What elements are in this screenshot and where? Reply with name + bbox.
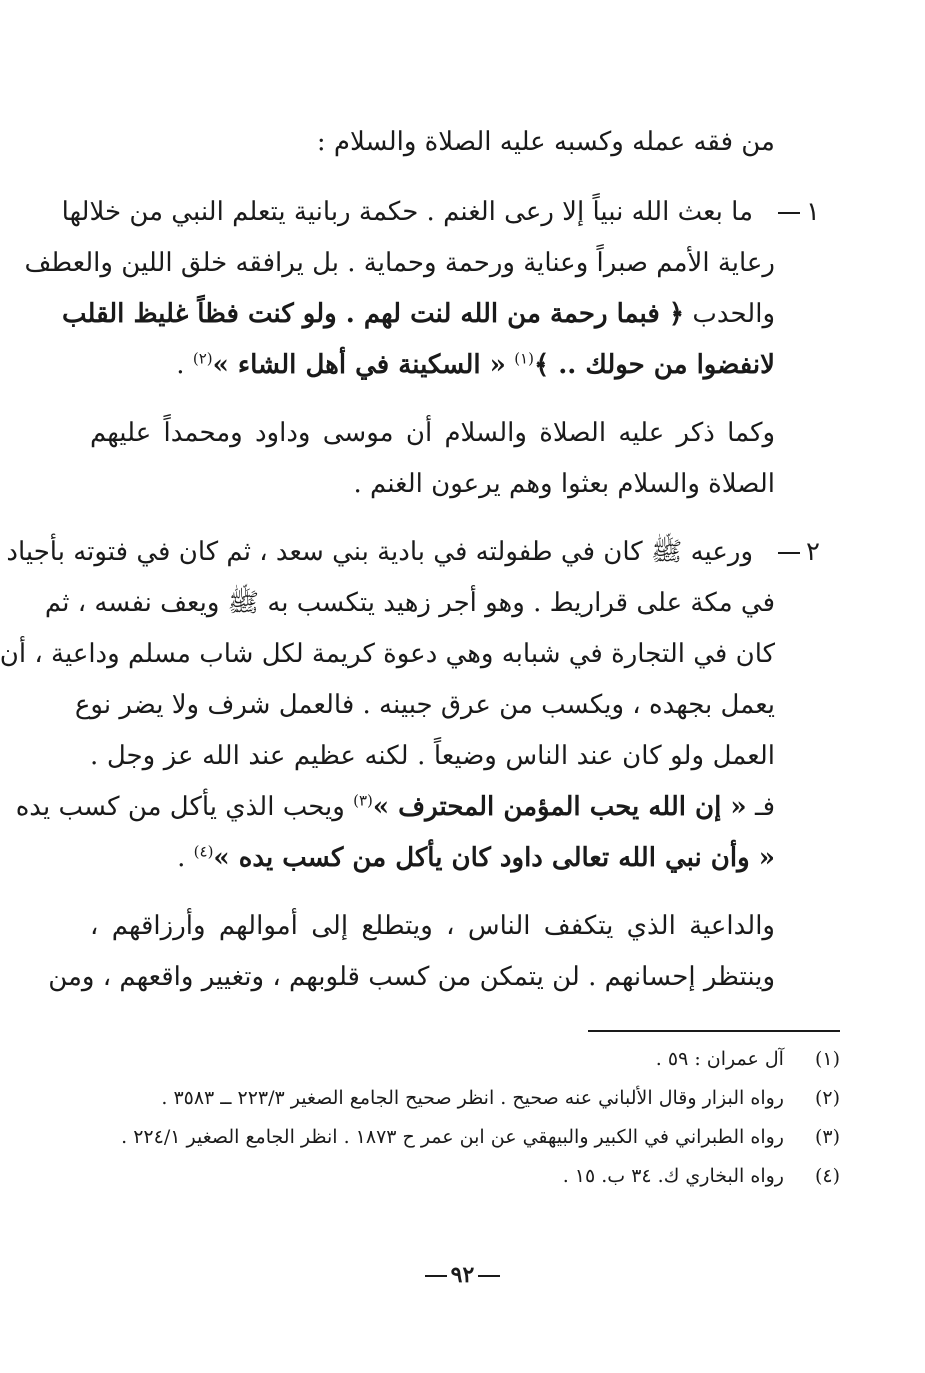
para-3-line-2: وينتظر إحسانهم . لن يتمكن من كسب قلوبهم ، وتغيير واقعهم ، ومن [48, 962, 775, 992]
item-2-line-6 [15, 787, 775, 827]
footnote-text: آل عمران : ٥٩ . [655, 1048, 784, 1070]
item-2-number: ٢ [780, 532, 820, 572]
page-number-value: ٩٢ [450, 1262, 475, 1288]
hadith-quote: « وأن نبي الله تعالى داود كان يأكل من كسب يده » [213, 843, 775, 873]
item-1-line-1: ما بعث الله نبياً إلا رعى الغنم . حكمة ربانية يتعلم النبي من خلالها [61, 197, 753, 227]
footnote-ref-3[interactable]: (٣) [353, 791, 373, 810]
dash-mark [778, 552, 800, 554]
footnote-number: (٣) [814, 1126, 840, 1148]
dash-mark [478, 1275, 500, 1277]
item-2-line-7-end: . [177, 843, 186, 873]
footnote-item [90, 1161, 840, 1191]
footnote-number: (٤) [814, 1165, 840, 1187]
item-1-line-2: رعاية الأمم صبراً وعناية ورحمة وحماية . بل يرافقه خلق اللين والعطف [24, 248, 775, 278]
item-2-line-7 [90, 838, 775, 878]
para-2-line-2: الصلاة والسلام بعثوا وهم يرعون الغنم . [353, 469, 775, 499]
item-1-line-4-end: . [176, 350, 185, 380]
footnote-ref-1[interactable]: (١) [514, 349, 534, 368]
item-2-line-3: كان في التجارة في شبابه وهي دعوة كريمة لكل شاب مسلم وداعية ، أن [0, 639, 775, 669]
item-1-line-3 [61, 294, 775, 334]
item-2-line-5: العمل ولو كان عند الناس وضيعاً . لكنه عظيم عند الله عز وجل . [90, 741, 775, 771]
quran-quote: ﴿ فبما رحمة من الله لنت لهم . ولو كنت فظاً غليظ القلب [61, 299, 685, 329]
item-1-number: ١ [780, 192, 820, 232]
item-2-line-4: يعمل بجهده ، ويكسب من عرق جبينه . فالعمل شرف ولا يضر نوع [74, 690, 775, 720]
footnote-number: (١) [814, 1048, 840, 1070]
item-2-line-6-text: ويحب الذي يأكل من كسب يده [15, 792, 345, 822]
footnote-ref-4[interactable]: (٤) [193, 842, 214, 861]
item-1-line-4 [90, 345, 775, 385]
hadith-quote: « السكينة في أهل الشاء » [212, 350, 506, 380]
footnote-divider [588, 1030, 840, 1032]
page-number [0, 1262, 925, 1288]
item-2-line-2: في مكة على قراريط . وهو أجر زهيد يتكسب به ﷺ ويعف نفسه ، ثم [44, 588, 775, 618]
item-2-line-6-prefix: فـ [754, 792, 775, 822]
para-2-line-1: وكما ذكر عليه الصلاة والسلام أن موسى وداود ومحمداً عليهم [90, 418, 775, 448]
dash-mark [425, 1275, 447, 1277]
intro-line: من فقه عمله وكسبه عليه الصلاة والسلام : [316, 127, 775, 157]
para-3-line-1: والداعية الذي يتكفف الناس ، ويتطلع إلى أموالهم وأرزاقهم ، [90, 911, 775, 941]
dash-mark [778, 212, 800, 214]
footnote-item [90, 1083, 840, 1113]
footnote-text: رواه البخاري ك. ٣٤ ب. ١٥ . [562, 1165, 784, 1187]
footnote-text: رواه الطبراني في الكبير والبيهقي عن ابن عمر ح ١٨٧٣ . انظر الجامع الصغير ٢٢٤/١ . [121, 1126, 784, 1148]
footnote-item [90, 1044, 840, 1074]
hadith-quote: « إن الله يحب المؤمن المحترف » [372, 792, 747, 822]
footnote-number: (٢) [814, 1087, 840, 1109]
footnote-text: رواه البزار وقال الألباني عنه صحيح . انظر صحيح الجامع الصغير ٢٢٣/٣ ــ ٣٥٨٣ . [161, 1087, 784, 1109]
footnote-ref-2[interactable]: (٢) [192, 349, 213, 368]
footnote-item [90, 1122, 840, 1152]
quran-quote-end: لانفضوا من حولك .. ﴾ [533, 350, 775, 380]
item-1-line-3-text: والحدب [692, 299, 775, 329]
item-2-line-1: ورعيه ﷺ كان في طفولته في بادية بني سعد ، ثم كان في فتوته بأجياد [6, 537, 753, 567]
